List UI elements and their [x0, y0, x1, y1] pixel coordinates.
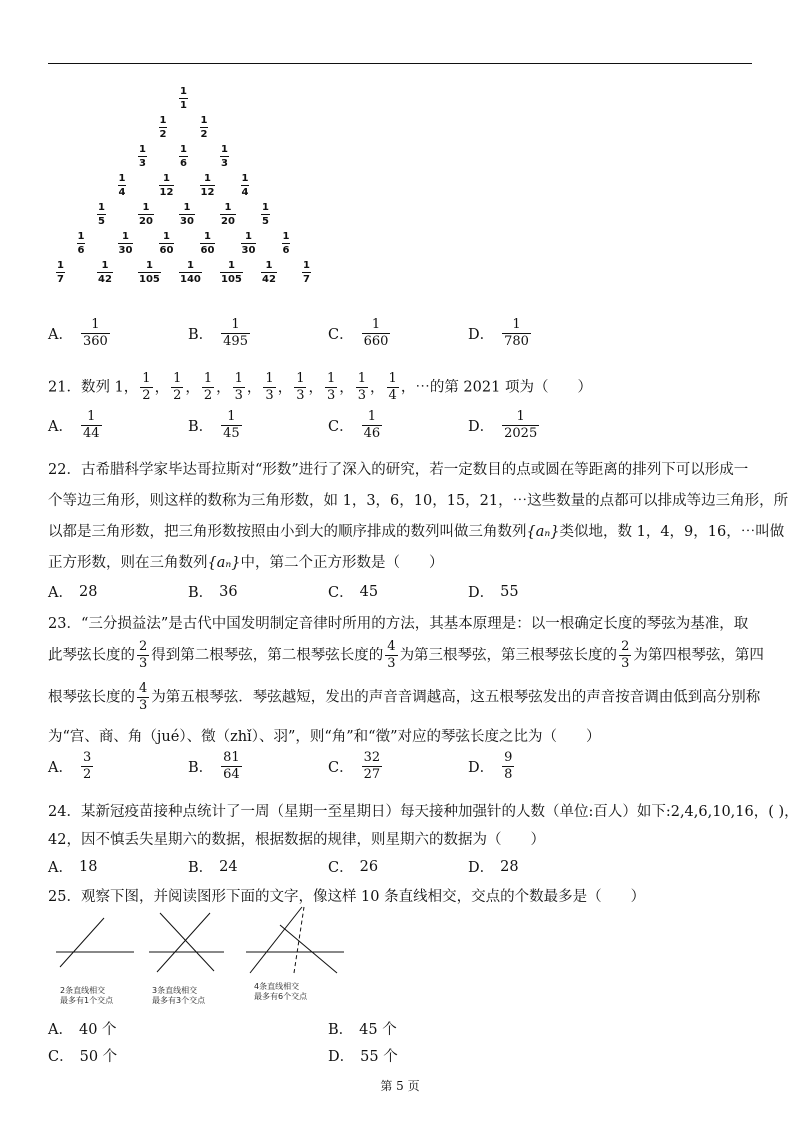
triangle-fraction: 1 42 — [98, 260, 112, 285]
figure-3-lines — [149, 913, 224, 972]
option-a[interactable]: A． 1 44 — [48, 409, 100, 441]
header-rule — [48, 63, 752, 64]
option-a[interactable]: A． 40 个 — [48, 1022, 117, 1038]
triangle-fraction: 1 5 — [262, 202, 269, 227]
triangle-fraction: 1 4 — [118, 173, 126, 198]
option-fraction: 1 46 — [363, 409, 381, 441]
triangle-fraction: 1 12 — [200, 173, 215, 198]
triangle-fraction: 1 42 — [262, 260, 276, 285]
option-b[interactable]: B． 81 64 — [188, 750, 240, 782]
q22-line-2: 个等边三角形，则这样的数称为三角形数，如 1，3，6，10，15，21，⋯这些数量的点都可以排成等边三角形，所 — [48, 493, 789, 509]
sequence-term-fraction: $\frac{1}{3}$ — [326, 371, 336, 403]
fraction-four-thirds: $\frac{4}{3}$ — [139, 681, 148, 713]
q24-line-1: 24．某新冠疫苗接种点统计了一周（星期一至星期日）每天接种加强针的人数（单位:百人）如下:2,4,6,10,16，( )， — [48, 804, 799, 820]
option-fraction: 3 2 — [82, 750, 92, 782]
option-c[interactable]: C． 1 46 — [328, 409, 381, 441]
option-fraction: 1 660 — [363, 317, 389, 349]
triangle-fraction: 1 1 — [180, 86, 187, 111]
option-b[interactable]: B． 1 45 — [188, 409, 240, 441]
triangle-fraction: 1 105 — [139, 260, 160, 285]
option-d[interactable]: D． 1 2025 — [468, 409, 538, 441]
option-c[interactable]: C． 26 — [328, 858, 379, 876]
fraction-triangle — [40, 86, 320, 296]
triangle-fraction: 1 7 — [57, 260, 64, 285]
figure-3-caption: 3条直线相交 最多有3个交点 — [152, 986, 206, 1005]
triangle-fraction: 1 60 — [159, 231, 174, 256]
option-d[interactable]: D． 55 个 — [328, 1049, 398, 1065]
option-a[interactable]: A． 1 360 — [48, 317, 108, 349]
sequence-term-fraction: $\frac{1}{3}$ — [296, 371, 305, 403]
triangle-fraction: 1 20 — [139, 202, 153, 227]
q23-line-2: 此琴弦长度的 $\frac{2}{3}$ 得到第二根琴弦，第二根琴弦长度的 $\frac{4}{3}$ 为第三根琴弦，第三根琴弦长度的 $\frac{2}{3}$ 为第四根琴弦，第四 — [48, 639, 764, 671]
triangle-fraction: 1 30 — [241, 231, 256, 256]
option-fraction: 1 495 — [223, 317, 248, 349]
sequence-an: {aₙ} — [207, 555, 241, 571]
triangle-fraction: 1 3 — [139, 144, 146, 169]
q21-stem: 21．数列 1， $\frac{1}{2}$ ， $\frac{1}{2}$ ， $\frac{1}{2}$ ， $\frac{1}{3}$ ， $\frac{1}{3}$ ， $\frac{1}{3}$ ， $\frac{1}{3}$ ， $\frac{1}{3}$ ， $\frac{1}{4}$ ，⋯的第 2021 项为（ ） — [48, 371, 592, 403]
q23-line-1: 23．“三分损益法”是古代中国发明制定音律时所用的方法，其基本原理是：以一根确定长度的琴弦为基准，取 — [48, 616, 749, 632]
q22-line-3: 以都是三角形数，把三角形数按照由小到大的顺序排成的数列叫做三角数列{aₙ}类似地，数 1，4，9，16，⋯叫做 — [48, 524, 785, 540]
triangle-fraction: 1 30 — [180, 202, 194, 227]
figure-4-caption: 4条直线相交 最多有6个交点 — [254, 982, 308, 1001]
option-fraction: 32 27 — [363, 750, 381, 782]
sequence-term-fraction: $\frac{1}{2}$ — [173, 371, 182, 403]
triangle-fraction: 1 105 — [221, 260, 242, 285]
option-fraction: 1 45 — [223, 409, 240, 441]
sequence-term-fraction: $\frac{1}{4}$ — [388, 371, 397, 403]
option-b[interactable]: B． 24 — [188, 858, 238, 876]
intersecting-lines-figures — [54, 905, 354, 975]
option-b[interactable]: B． 36 — [188, 583, 238, 601]
triangle-fraction: 1 3 — [221, 144, 228, 169]
triangle-fraction: 1 30 — [118, 231, 133, 256]
option-fraction: 9 8 — [504, 750, 513, 782]
fraction-four-thirds: $\frac{4}{3}$ — [387, 639, 396, 671]
page-footer: 第 5 页 — [380, 1079, 420, 1093]
triangle-fraction: 1 60 — [200, 231, 215, 256]
triangle-fraction: 1 12 — [159, 173, 174, 198]
triangle-fraction: 1 5 — [98, 202, 105, 227]
triangle-fraction: 1 6 — [180, 144, 187, 169]
option-c[interactable]: C． 50 个 — [48, 1049, 118, 1065]
sequence-term-fraction: $\frac{1}{2}$ — [142, 371, 151, 403]
option-fraction: 81 64 — [223, 750, 240, 782]
triangle-fraction: 1 6 — [282, 231, 290, 256]
option-a[interactable]: A． 28 — [48, 583, 98, 601]
q23-line-4: 为“宫、商、角（jué）、徵（zhǐ）、羽”，则“角”和“徵”对应的琴弦长度之比为（ ） — [48, 729, 601, 745]
sequence-term-fraction: $\frac{1}{2}$ — [203, 371, 213, 403]
option-c[interactable]: C． 32 27 — [328, 750, 381, 782]
option-fraction: 1 360 — [82, 317, 108, 349]
figure-2-lines — [56, 918, 134, 967]
sequence-an: {aₙ} — [526, 524, 560, 540]
option-d[interactable]: D． 28 — [468, 858, 519, 876]
q25-line-1: 25．观察下图，并阅读图形下面的文字，像这样 10 条直线相交，交点的个数最多是（ ） — [48, 889, 646, 905]
option-d[interactable]: D． 55 — [468, 583, 519, 601]
option-a[interactable]: A． 18 — [48, 858, 98, 876]
q24-line-2: 42，因不慎丢失星期六的数据，根据数据的规律，则星期六的数据为（ ） — [48, 832, 545, 848]
triangle-fraction: 1 2 — [159, 115, 167, 140]
q22-line-1: 22．古希腊科学家毕达哥拉斯对“形数”进行了深入的研究，若一定数目的点或圆在等距离的排列下可以形成一 — [48, 462, 749, 478]
option-d[interactable]: D． 9 8 — [468, 750, 513, 782]
triangle-fraction: 1 7 — [303, 260, 310, 285]
fraction-two-thirds: $\frac{2}{3}$ — [139, 639, 148, 671]
triangle-fraction: 1 20 — [221, 202, 235, 227]
q22-line-4: 正方形数，则在三角数列{aₙ}中，第二个正方形数是（ ） — [48, 555, 444, 571]
option-fraction: 1 44 — [82, 409, 100, 441]
sequence-term-fraction: $\frac{1}{3}$ — [357, 371, 367, 403]
figure-4-lines — [246, 907, 344, 973]
sequence-term-fraction: $\frac{1}{3}$ — [234, 371, 243, 403]
option-fraction: 1 780 — [504, 317, 529, 349]
option-b[interactable]: B． 1 495 — [188, 317, 248, 349]
option-b[interactable]: B． 45 个 — [328, 1022, 397, 1038]
triangle-fraction: 1 2 — [200, 115, 208, 140]
option-d[interactable]: D． 1 780 — [468, 317, 529, 349]
triangle-fraction: 1 4 — [241, 173, 249, 198]
q23-line-3: 根琴弦长度的 $\frac{4}{3}$ 为第五根琴弦．琴弦越短，发出的声音音调越高，这五根琴弦发出的声音按音调由低到高分别称 — [48, 681, 761, 713]
option-c[interactable]: C． 1 660 — [328, 317, 389, 349]
triangle-fraction: 1 140 — [180, 260, 201, 285]
option-fraction: 1 2025 — [504, 409, 538, 441]
fraction-two-thirds: $\frac{2}{3}$ — [621, 639, 630, 671]
triangle-fraction: 1 6 — [77, 231, 85, 256]
sequence-term-fraction: $\frac{1}{3}$ — [265, 371, 274, 403]
option-a[interactable]: A． 3 2 — [48, 750, 92, 782]
figure-2-caption: 2条直线相交 最多有1个交点 — [60, 986, 114, 1005]
option-c[interactable]: C． 45 — [328, 583, 379, 601]
